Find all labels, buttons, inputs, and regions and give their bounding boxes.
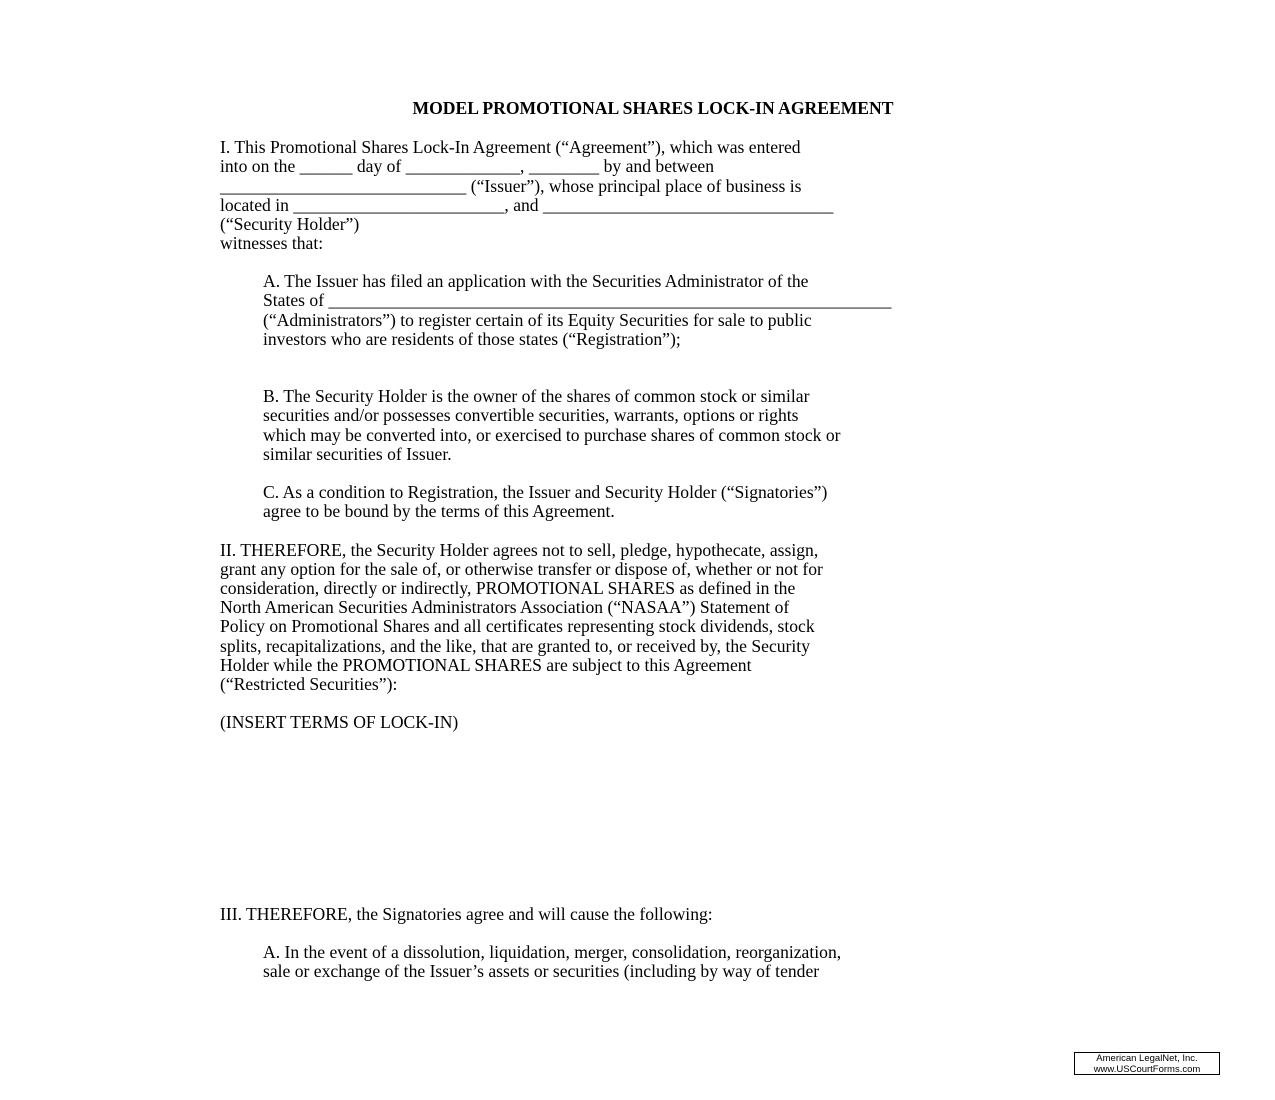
clause-b-line: B. The Security Holder is the owner of the shares of common stock or similar	[263, 386, 810, 406]
section-2-line: North American Securities Administrators Association (“NASAA”) Statement of	[220, 597, 790, 617]
section-3-heading: III. THEREFORE, the Signatories agree and will cause the following:	[220, 904, 713, 924]
publisher-badge[interactable]	[1074, 1052, 1220, 1075]
section-1-line: witnesses that:	[220, 233, 324, 253]
clause-a-line: A. The Issuer has filed an application with the Securities Administrator of the	[263, 271, 809, 291]
section-2-line: II. THEREFORE, the Security Holder agrees not to sell, pledge, hypothecate, assign,	[220, 540, 819, 560]
clause-a-line: States of ________________________________________________________________	[263, 290, 892, 310]
clause-b-line: securities and/or possesses convertible securities, warrants, options or rights	[263, 405, 799, 425]
section-2-line: consideration, directly or indirectly, PROMOTIONAL SHARES as defined in the	[220, 578, 796, 598]
clause-3a-line: sale or exchange of the Issuer’s assets or securities (including by way of tender	[263, 961, 820, 981]
section-1-line: (“Security Holder”)	[220, 214, 360, 234]
clause-a-line: investors who are residents of those states (“Registration”);	[263, 329, 681, 349]
section-1-line: into on the ______ day of _____________, ________ by and between	[220, 156, 715, 176]
section-2-line: Holder while the PROMOTIONAL SHARES are subject to this Agreement	[220, 655, 752, 675]
section-2-line: Policy on Promotional Shares and all certificates representing stock dividends, stock	[220, 616, 815, 636]
insert-terms-placeholder: (INSERT TERMS OF LOCK-IN)	[220, 712, 459, 732]
section-1-line: ____________________________ (“Issuer”), whose principal place of business is	[220, 176, 802, 196]
clause-b-line: similar securities of Issuer.	[263, 444, 452, 464]
publisher-name: American LegalNet, Inc.	[1096, 1053, 1198, 1064]
document-title: MODEL PROMOTIONAL SHARES LOCK-IN AGREEMENT	[412, 98, 894, 118]
clause-c-line: agree to be bound by the terms of this Agreement.	[263, 501, 615, 521]
section-2-line: splits, recapitalizations, and the like, that are granted to, or received by, the Security	[220, 636, 810, 656]
section-2-line: (“Restricted Securities”):	[220, 674, 398, 694]
clause-b-line: which may be converted into, or exercised to purchase shares of common stock or	[263, 425, 841, 445]
section-2-line: grant any option for the sale of, or otherwise transfer or dispose of, whether or not for	[220, 559, 823, 579]
publisher-url[interactable]: www.USCourtForms.com	[1093, 1063, 1201, 1075]
section-1-line: I. This Promotional Shares Lock-In Agreement (“Agreement”), which was entered	[220, 137, 801, 157]
clause-a-line: (“Administrators”) to register certain of its Equity Securities for sale to public	[263, 310, 812, 330]
clause-3a-line: A. In the event of a dissolution, liquidation, merger, consolidation, reorganization,	[263, 942, 842, 962]
clause-c-line: C. As a condition to Registration, the Issuer and Security Holder (“Signatories”)	[263, 482, 828, 502]
section-1-line: located in ________________________, and _________________________________	[220, 195, 834, 215]
